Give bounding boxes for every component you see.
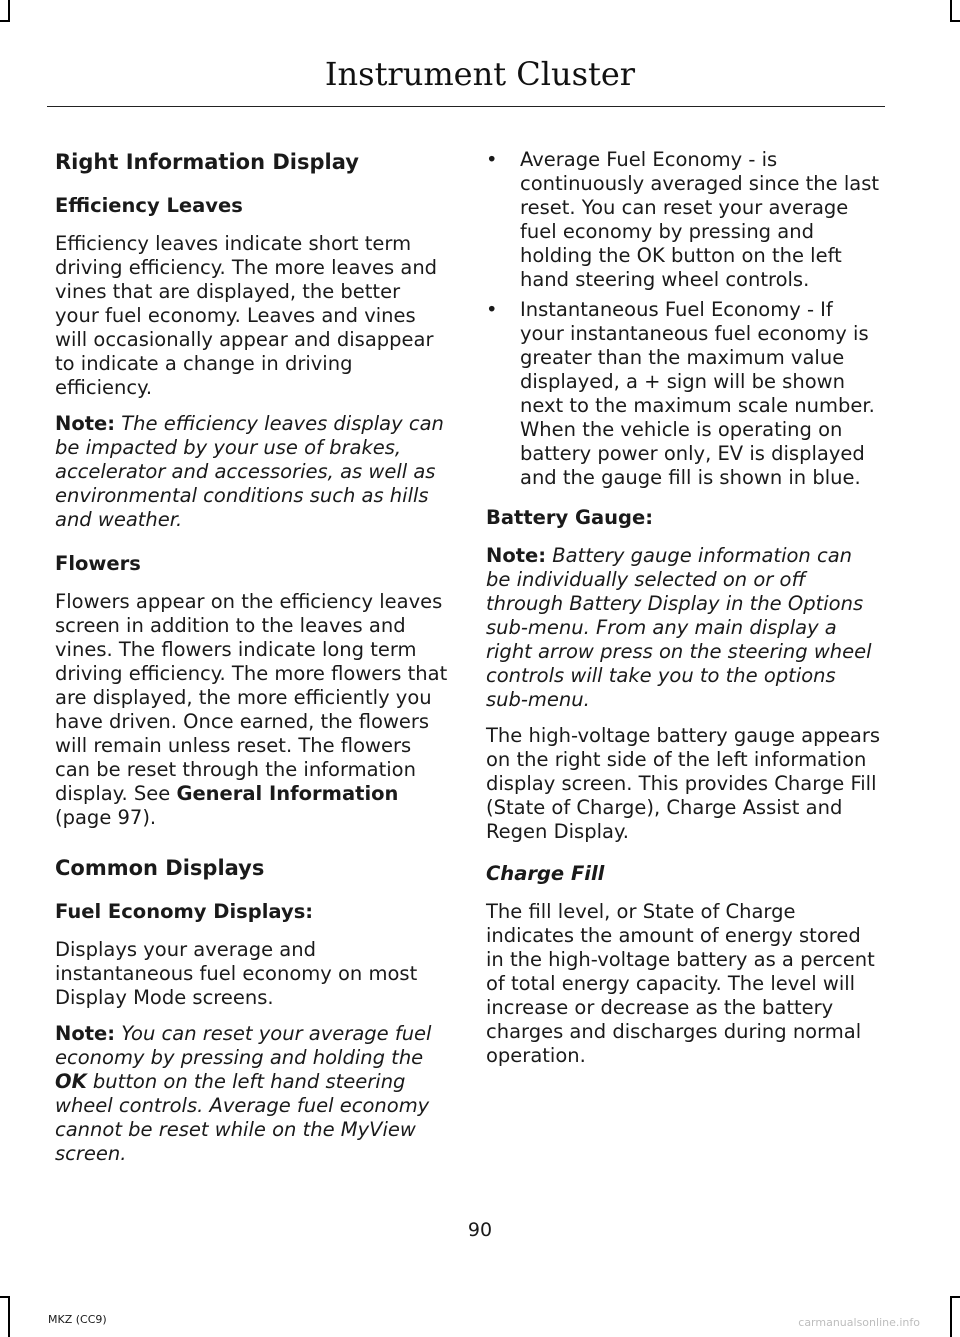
note-label: Note:	[55, 1022, 116, 1045]
subheading-flowers: Flowers	[55, 552, 141, 575]
paragraph-fuel-economy: Displays your average and instantaneous fuel economy on most Display Mode screens.	[55, 938, 418, 1009]
ok-button-label: OK	[55, 1070, 87, 1093]
fuel-economy-bullet-list	[486, 148, 882, 490]
note-text: Battery gauge information can be individually selected on or off through Battery Display in the Options sub-menu. From any main display a right arrow press on the steering wheel controls will take you to the options sub-menu.	[486, 544, 872, 711]
document-code: MKZ (CC9)	[48, 1313, 107, 1326]
paragraph-battery-gauge: The high-voltage battery gauge appears on the right side of the left information display screen. This provides Charge Fill (State of Charge), Charge Assist and Regen Display.	[486, 724, 881, 843]
page-number: 90	[467, 1219, 493, 1241]
subheading-efficiency-leaves: Efficiency Leaves	[55, 194, 243, 217]
subheading-battery-gauge: Battery Gauge:	[486, 506, 654, 529]
crop-mark	[8, 0, 10, 22]
note-text: The efficiency leaves display can be impacted by your use of brakes, accelerator and accessories, as well as environmental conditions such as hills and weather.	[55, 412, 444, 531]
crop-mark	[8, 1296, 10, 1337]
note-fuel-economy	[55, 1022, 450, 1166]
list-item	[486, 298, 882, 490]
bullet-text: Instantaneous Fuel Economy - If your instantaneous fuel economy is greater than the maximum value displayed, a + sign will be shown next to the maximum scale number. When the vehicle is operating on battery power only, EV is displayed and the gauge fill is shown in blue.	[520, 298, 875, 489]
section-heading-right-information-display: Right Information Display	[55, 150, 359, 174]
note-battery-gauge	[486, 544, 882, 712]
right-column	[486, 148, 882, 1080]
crop-mark	[950, 20, 960, 22]
header-divider	[47, 106, 885, 107]
bullet-text: Average Fuel Economy - is continuously averaged since the last reset. You can reset your average fuel economy by pressing and holding the OK button on the left hand steering wheel controls.	[520, 148, 880, 291]
note-efficiency-leaves	[55, 412, 450, 532]
subheading-charge-fill: Charge Fill	[486, 862, 605, 885]
bullet-icon: •	[486, 148, 498, 171]
paragraph-flowers-text: Flowers appear on the efficiency leaves screen in addition to the leaves and vines. The flowers indicate long term driving efficiency. The more flowers that are displayed, the more efficiently you have driven. Once earned, the flowers will remain unless reset. The flowers can be reset through the information display. See	[55, 590, 448, 805]
note-label: Note:	[55, 412, 116, 435]
note-text-a: You can reset your average fuel economy by pressing and holding the	[55, 1022, 432, 1069]
paragraph-charge-fill: The fill level, or State of Charge indicates the amount of energy stored in the high-voltage battery as a percent of total energy capacity. The level will increase or decrease as the battery charges and discharges during normal operation.	[486, 900, 875, 1067]
list-item	[486, 148, 882, 292]
general-information-link[interactable]: General Information	[176, 782, 399, 805]
bullet-icon: •	[486, 298, 498, 321]
page-title: Instrument Cluster	[324, 55, 636, 93]
page-reference: (page 97).	[55, 806, 157, 829]
crop-mark	[950, 1296, 952, 1337]
section-heading-common-displays: Common Displays	[55, 856, 265, 880]
note-text-b: button on the left hand steering wheel controls. Average fuel economy cannot be reset while on the MyView screen.	[55, 1070, 430, 1165]
crop-mark	[950, 1296, 960, 1298]
crop-mark	[0, 20, 10, 22]
crop-mark	[0, 1296, 10, 1298]
paragraph-efficiency-leaves: Efficiency leaves indicate short term driving efficiency. The more leaves and vines that are displayed, the better your fuel economy. Leaves and vines will occasionally appear and disappear to indicate a change in driving efficiency.	[55, 232, 438, 399]
crop-mark	[950, 0, 952, 22]
watermark: carmanualsonline.info	[798, 1316, 920, 1329]
subheading-fuel-economy-displays: Fuel Economy Displays:	[55, 900, 314, 923]
left-column	[55, 148, 450, 1178]
paragraph-flowers	[55, 590, 450, 830]
note-label: Note:	[486, 544, 547, 567]
